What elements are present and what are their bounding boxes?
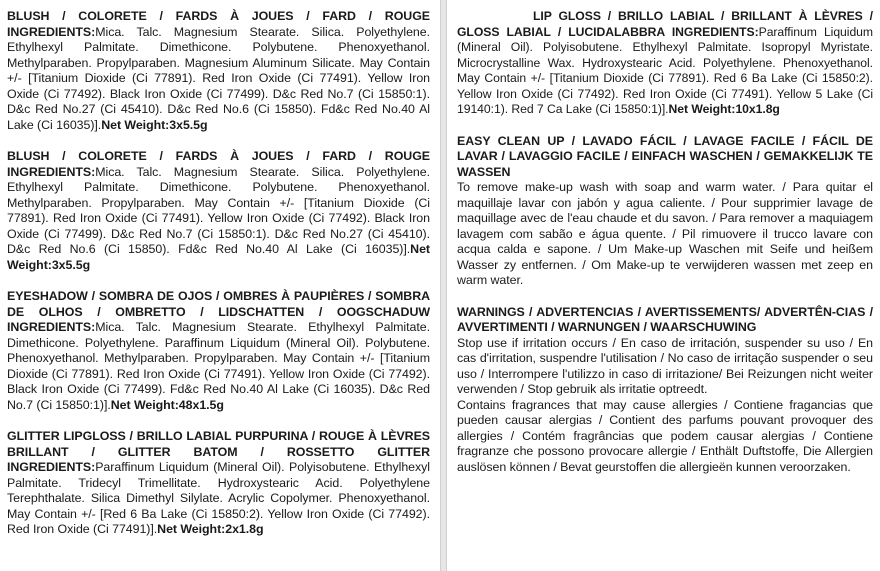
- clean-up-heading: EASY CLEAN UP / LAVADO FÁCIL / LAVAGE FACILE / FÁCIL DE LAVAR / LAVAGGIO FACILE / EINFACH WASCHEN / GEMAKKELIJK TE WASSEN: [457, 133, 873, 179]
- glitter-ingredients: Paraffinum Liquidum (Mineral Oil). Polyisobutene. Ethylhexyl Palmitate. Tridecyl Trimellitate. Hydroxystearic Acid. Polyethylene Terephthalate. Silica Dimethyl Silylate. Acrylic Copolymer. Phenoxyethanol. May Contain +/- [Red 6 Ba Lake (Ci 15850:2). Yellow Iron Oxide (Ci 77492). Red Iron Oxide (Ci 77491)].: [7, 460, 430, 536]
- eyeshadow-heading: EYESHADOW / SOMBRA DE OJOS / OMBRES À PAUPIÈRES / SOMBRA DE OLHOS / OMBRETTO / LIDSCHATTEN / OOGSCHADUW INGREDIENTS:: [7, 289, 430, 334]
- lipgloss-section: [457, 9, 873, 118]
- glitter-section: [7, 429, 430, 538]
- warnings-section: [457, 305, 873, 476]
- glitter-heading: GLITTER LIPGLOSS / BRILLO LABIAL PURPURINA / ROUGE À LÈVRES BRILLANT / GLITTER BATOM / ROSSETTO GLITTER INGREDIENTS:: [7, 429, 430, 474]
- eyeshadow-section: [7, 289, 430, 413]
- clean-up-section: [457, 134, 873, 289]
- blush-section-1: [7, 9, 430, 133]
- glitter-weight: Net Weight:2x1.8g: [157, 522, 264, 536]
- warnings-irritation-text: Stop use if irritation occurs / En caso de irritación, suspender su uso / En cas d'irritation, suspendre l'utilisation / No caso de irritação suspender o seu uso / Interrompere l'utilizzo in caso di irritazione/ Bei Reizungen nicht weiter verwenden / Stop gebruik als irritatie optreedt.: [457, 335, 873, 396]
- right-panel: [446, 0, 880, 571]
- blush-section-2: [7, 149, 430, 273]
- blush-2-ingredients: Mica. Talc. Magnesium Stearate. Silica. Polyethylene. Ethylhexyl Palmitate. Dimethicone. Polybutene. Phenoxyethanol. Methylparaben. Propylparaben. May Contain +/- [Titanium Dioxide (Ci 77891). Red Iron Oxide (Ci 77491). Yellow Iron Oxide (Ci 77492). Black Iron Oxide (Ci 77499). D&c Red No.7 (Ci 15850:1). D&c Red No.27 (Ci 45410). D&c Red No.6 (Ci 15850). Fd&c Red No.40 Al Lake (Ci 16035)].: [7, 164, 430, 256]
- warnings-heading: WARNINGS / ADVERTENCIAS / AVERTISSEMENTS/ ADVERTÊN-CIAS / AVVERTIMENTI / WARNUNGEN / WAARSCHUWING: [457, 304, 873, 334]
- clean-up-text: To remove make-up wash with soap and warm water. / Para quitar el maquillaje lavar con jabón y agua caliente. / Pour supprimier lavage de maquillage avec de l'eau chaude et du savon. / Para remover a maquiagem lavagem com sabão e água quente. / Pil rimuovere il trucco lavare con acqua calda e sapone. / Um Make-up Waschen mit Seife und heißem Wasser zy entfernen. / Om Make-up te verwijderen wassen met zeep en warm water.: [457, 180, 873, 287]
- warnings-allergy-text: Contains fragrances that may cause allergies / Contiene fragancias que pueden causar alergias / Contient des parfums pouvant provoquer des allergies / Contém fragrâncias que podem causar alergias / Contiene fragranze che possono provocare allergie / Enthält Duftstoffe, Die Allergien auslösen können / Bevat geurstoffen die allergieën kunnen veroorzaken.: [457, 397, 873, 474]
- blush-1-heading: BLUSH / COLORETE / FARDS À JOUES / FARD / ROUGE INGREDIENTS:: [7, 9, 430, 39]
- blush-1-weight: Net Weight:3x5.5g: [101, 117, 208, 132]
- blush-2-weight: Net Weight:3x5.5g: [7, 242, 430, 272]
- eyeshadow-ingredients: Mica. Talc. Magnesium Stearate. Ethylhexyl Palmitate. Dimethicone. Polyethylene. Paraffinum Liquidum (Mineral Oil). Polybutene. Phenoxyethanol. Methylparaben. Propylparaben. May Contain +/- [Titanium Dioxide (Ci 77891). Red Iron Oxide (Ci 77491). Yellow Iron Oxide (Ci 77492). Black Iron Oxide (Ci 77499). Fd&c Red No.40 Al Lake (Ci 16035). D&c Red No.7 (Ci 15850:1)].: [7, 320, 430, 412]
- lipgloss-weight: Net Weight:10x1.8g: [668, 102, 780, 116]
- eyeshadow-weight: Net Weight:48x1.5g: [110, 397, 224, 412]
- blush-2-heading: BLUSH / COLORETE / FARDS À JOUES / FARD / ROUGE INGREDIENTS:: [7, 149, 430, 179]
- blush-1-ingredients: Mica. Talc. Magnesium Stearate. Silica. Polyethylene. Ethylhexyl Palmitate. Dimethicone. Polybutene. Phenoxyethanol. Methylparaben. Propylparaben. Magnesium Aluminum Silicate. May Contain +/- [Titanium Dioxide (Ci 77891). Red Iron Oxide (Ci 77491). Yellow Iron Oxide (Ci 77492). Black Iron Oxide (Ci 77499). D&c Red No.7 (Ci 15850:1). D&c Red No.27 (Ci 45410). D&c Red No.6 (Ci 15850). Fd&c Red No.40 Al Lake (Ci 16035)].: [7, 24, 430, 132]
- lipgloss-heading: LIP GLOSS / BRILLO LABIAL / BRILLANT À LÈVRES / GLOSS LABIAL / LUCIDALABBRA INGREDIENTS:: [457, 9, 873, 39]
- lipgloss-ingredients: Paraffinum Liquidum (Mineral Oil). Polyisobutene. Ethylhexyl Palmitate. Isopropyl Myristate. Microcrystalline Wax. Hydroxystearic Acid. Polyethylene. Phenoxyethanol. May Contain +/- [Titanium Dioxide (Ci 77891). Red 6 Ba Lake (Ci 15850:2). Yellow Iron Oxide (Ci 77492). Red Iron Oxide (Ci 77491). Yellow 5 Lake (Ci 19140:1). Red 7 Ca Lake (Ci 15850:1)].: [457, 24, 874, 116]
